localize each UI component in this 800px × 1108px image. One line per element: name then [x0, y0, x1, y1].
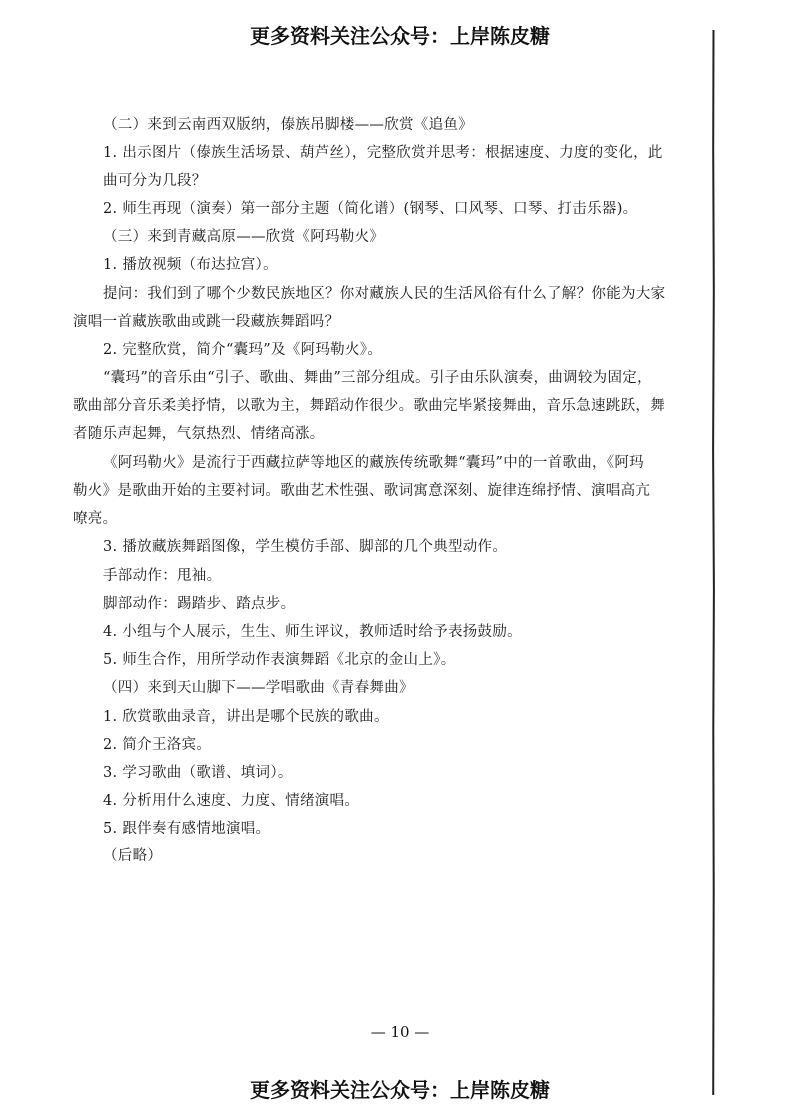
page-number: — 10 —: [370, 1023, 430, 1041]
paragraph-line: 嘹亮。: [73, 511, 118, 527]
paragraph-line: 演唱一首藏族歌曲或跳一段藏族舞蹈吗？: [73, 314, 340, 330]
paragraph-line: 手部动作：甩袖。: [103, 568, 222, 584]
paragraph-line: 1. 欣赏歌曲录音，讲出是哪个民族的歌曲。: [103, 709, 389, 725]
paragraph-line: 脚部动作：踢踏步、踏点步。: [103, 596, 296, 612]
paragraph-line: 5. 跟伴奏有感情地演唱。: [103, 821, 271, 837]
paragraph-line: 4. 分析用什么速度、力度、情绪演唱。: [103, 793, 360, 809]
paragraph-line: 1. 出示图片（傣族生活场景、葫芦丝），完整欣赏并思考：根据速度、力度的变化，此: [103, 145, 663, 161]
paragraph-line: 歌曲部分音乐柔美抒情，以歌为主，舞蹈动作很少。歌曲完毕紧接舞曲，音乐急速跳跃，舞: [73, 398, 665, 414]
paragraph-line: 5. 师生合作，用所学动作表演舞蹈《北京的金山上》。: [103, 652, 456, 668]
paragraph-line: 3. 学习歌曲（歌谱、填词）。: [103, 765, 293, 781]
paragraph-line: 1. 播放视频（布达拉宫）。: [103, 257, 278, 273]
paragraph-line: 2. 简介王洛宾。: [103, 737, 212, 753]
paragraph-line: “囊玛”的音乐由“引子、歌曲、舞曲”三部分组成。引子由乐队演奏，曲调较为固定，: [103, 370, 652, 386]
paragraph-line: 2. 完整欣赏，简介“囊玛”及《阿玛勒火》。: [103, 342, 383, 358]
paragraph-line: 提问：我们到了哪个少数民族地区？你对藏族人民的生活风俗有什么了解？你能为大家: [103, 286, 666, 302]
footer-banner: 更多资料关注公众号：上岸陈皮糖: [250, 1078, 550, 1102]
paragraph-line: 《阿玛勒火》是流行于西藏拉萨等地区的藏族传统歌舞“囊玛”中的一首歌曲，《阿玛: [103, 455, 644, 471]
paragraph-line: 2. 师生再现（演奏）第一部分主题（简化谱）(钢琴、口风琴、口琴、打击乐器)。: [103, 201, 638, 217]
paragraph-line: 勒火》是歌曲开始的主要衬词。歌曲艺术性强、歌词寓意深刻、旋律连绵抒情、演唱高亢: [73, 483, 651, 499]
section-heading: （二）来到云南西双版纳，傣族吊脚楼——欣赏《追鱼》: [103, 117, 473, 133]
header-banner: 更多资料关注公众号：上岸陈皮糖: [250, 24, 550, 48]
paragraph-line: 曲可分为几段？: [103, 173, 207, 189]
section-heading: （四）来到天山脚下——学唱歌曲《青春舞曲》: [103, 680, 414, 696]
paragraph-line: （后略）: [103, 848, 163, 864]
paragraph-line: 者随乐声起舞，气氛热烈、情绪高涨。: [73, 426, 325, 442]
paragraph-line: 4. 小组与个人展示，生生、师生评议，教师适时给予表扬鼓励。: [103, 624, 522, 640]
section-heading: （三）来到青藏高原——欣赏《阿玛勒火》: [103, 229, 385, 245]
paragraph-line: 3. 播放藏族舞蹈图像，学生模仿手部、脚部的几个典型动作。: [103, 539, 508, 555]
